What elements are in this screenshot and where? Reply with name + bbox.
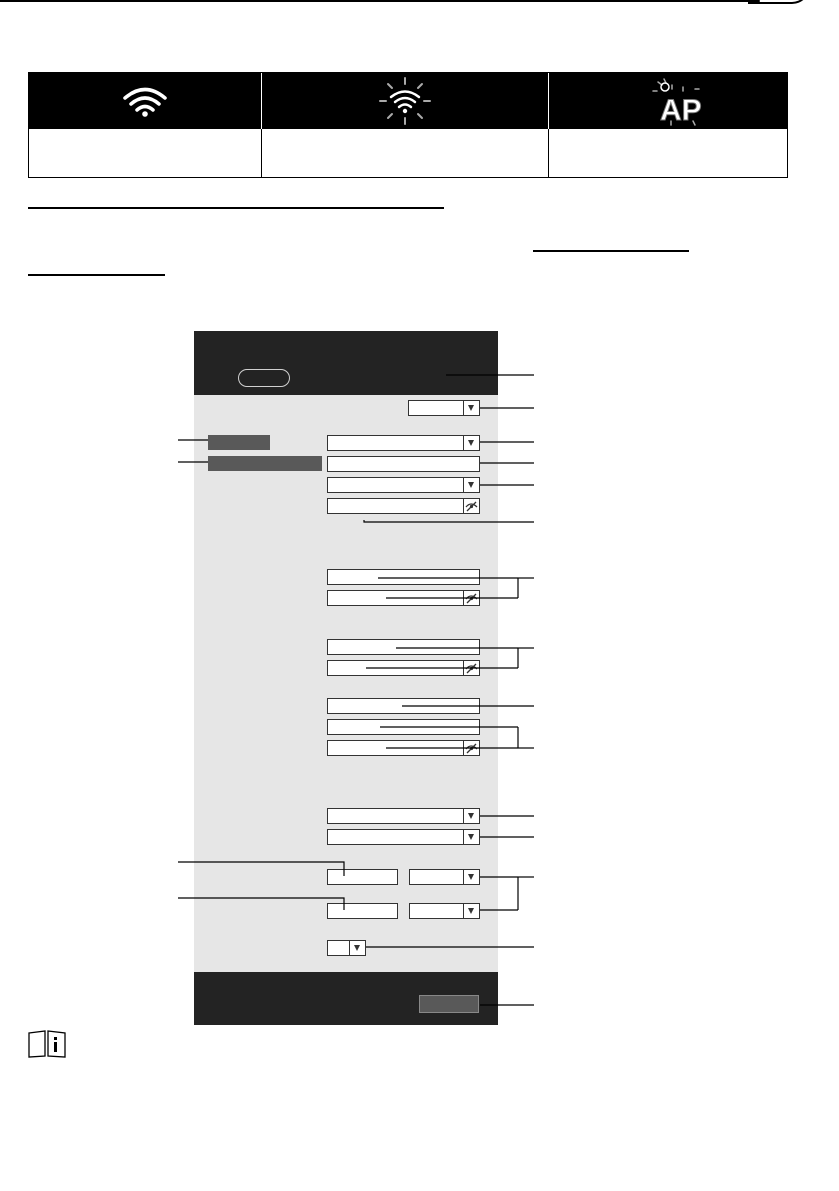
chevron-down-icon[interactable] — [349, 941, 365, 955]
user-password-input[interactable] — [327, 740, 480, 756]
ap-mode-icon — [549, 73, 787, 129]
status-caption-3 — [549, 129, 787, 177]
chevron-down-icon[interactable] — [463, 904, 479, 918]
account-input[interactable] — [327, 569, 480, 585]
unit-select-1[interactable] — [409, 869, 480, 885]
unit-select-2[interactable] — [409, 903, 480, 919]
save-button[interactable] — [419, 995, 479, 1013]
group-label-1 — [208, 435, 270, 450]
chevron-down-icon[interactable] — [463, 401, 479, 415]
small-select[interactable] — [327, 940, 366, 956]
setting-select-1[interactable] — [327, 808, 480, 824]
chevron-down-icon[interactable] — [463, 870, 479, 884]
ssid-input[interactable] — [327, 456, 480, 472]
value-input-2[interactable] — [327, 903, 398, 919]
chevron-down-icon[interactable] — [463, 830, 479, 844]
chevron-down-icon[interactable] — [463, 809, 479, 823]
wifi-icon — [29, 73, 262, 129]
status-indicator-table — [28, 72, 788, 178]
hide-password-icon[interactable] — [463, 741, 479, 755]
chevron-down-icon[interactable] — [463, 478, 479, 492]
status-header-wifi-blinking — [262, 73, 549, 129]
wifi-password-input[interactable] — [327, 498, 480, 514]
underline-1 — [28, 207, 444, 209]
underline-2 — [533, 250, 689, 252]
underline-3 — [28, 274, 165, 276]
wifi-blinking-icon — [262, 73, 549, 129]
hide-password-icon[interactable] — [463, 499, 479, 513]
setting-select-2[interactable] — [327, 829, 480, 845]
panel-header — [194, 331, 498, 395]
device-password-input[interactable] — [327, 660, 480, 676]
chevron-down-icon[interactable] — [463, 436, 479, 450]
top-rule — [0, 0, 760, 2]
value-input-1[interactable] — [327, 869, 398, 885]
network-select[interactable] — [327, 435, 480, 451]
top-rule-curve — [748, 0, 810, 4]
hide-password-icon[interactable] — [463, 591, 479, 605]
language-select[interactable] — [408, 400, 480, 416]
group-label-2 — [208, 456, 322, 471]
info-book-icon — [28, 1030, 66, 1063]
device-name-input[interactable] — [327, 639, 480, 655]
account-password-input[interactable] — [327, 590, 480, 606]
server-input[interactable] — [327, 698, 480, 714]
svg-text:AP: AP — [660, 94, 702, 127]
status-caption-2 — [262, 129, 549, 177]
header-pill-button[interactable] — [238, 369, 290, 387]
security-select[interactable] — [327, 477, 480, 493]
status-header-ap — [549, 73, 787, 129]
status-header-wifi — [29, 73, 262, 129]
status-caption-1 — [29, 129, 262, 177]
hide-password-icon[interactable] — [463, 661, 479, 675]
config-panel — [194, 331, 498, 1025]
user-input[interactable] — [327, 719, 480, 735]
